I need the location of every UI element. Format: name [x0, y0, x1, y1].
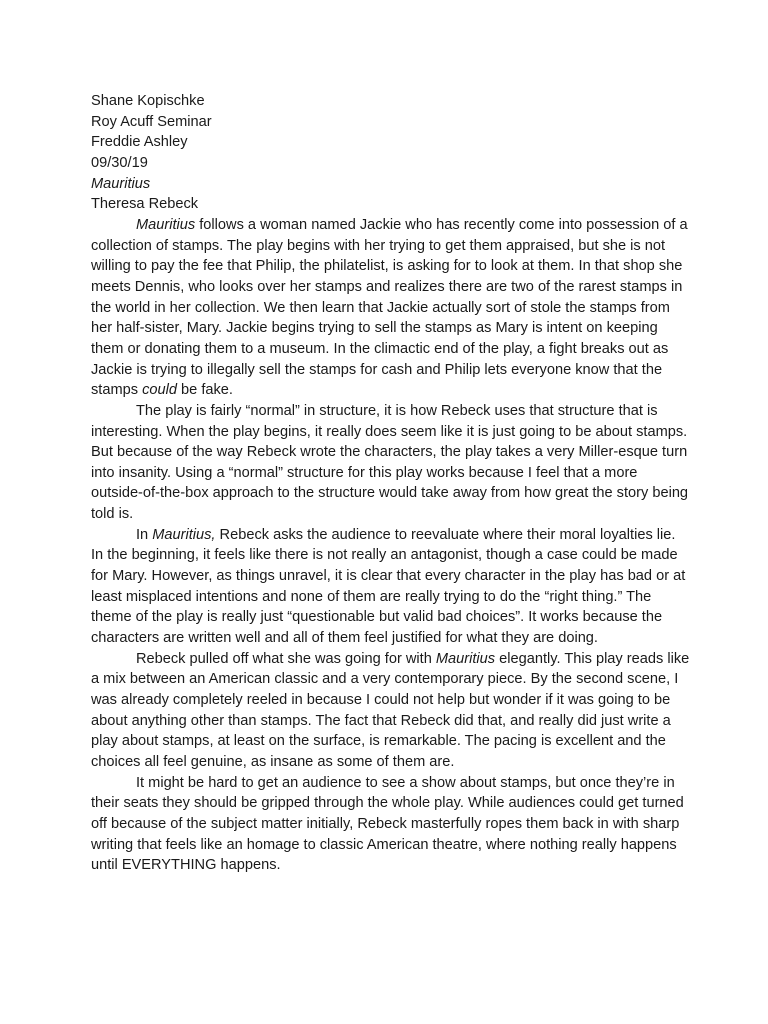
paragraph-2 — [91, 401, 691, 525]
emphasis-could: could — [142, 382, 177, 399]
instructor-name: Freddie Ashley — [91, 134, 188, 151]
playwright-name: Theresa Rebeck — [91, 196, 199, 213]
document-page — [91, 91, 691, 876]
author-name: Shane Kopischke — [91, 93, 205, 109]
play-title-inline: Mauritius — [136, 216, 196, 233]
course-name: Roy Acuff Seminar — [91, 113, 212, 130]
paragraph-2-text: The play is fairly “normal” in structure, it is how Rebeck uses that structure that is interesting. When the play begins, it really does seem like it is just going to be about stamps. But because of the way Rebeck wrote the characters, the play takes a very Miller-esque turn into insanity. Using a “normal” structure for this play works because I feel that a more outside-of-the-box approach to the structure would take away from how great the story being told is. — [91, 402, 689, 523]
paragraph-5 — [91, 773, 691, 876]
paragraph-4-pre: Rebeck pulled off what she was going for with — [136, 650, 436, 667]
paragraph-3 — [91, 525, 691, 649]
paragraph-4-text: elegantly. This play reads like a mix between an American classic and a very contemporary piece. By the second scene, I was already completely reeled in because I could not help but wonder if it was going to be about anything other than stamps. The fact that Rebeck did that, and really did just write a play about stamps, at least on the surface, is remarkable. The pacing is excellent and the choices all feel genuine, as insane as some of them are. — [91, 650, 690, 770]
paragraph-1 — [91, 215, 691, 401]
paragraph-4 — [91, 649, 691, 773]
date: 09/30/19 — [91, 154, 148, 171]
paragraph-1-text: follows a woman named Jackie who has recently come into possession of a collection of stamps. The play begins with her trying to get them appraised, but she is not willing to pay the fee that Philip, the philatelist, is asking for to look at them. In that shop she meets Dennis, who looks over her stamps and realizes there are two of the rarest stamps in the world in her collection. We then learn that Jackie actually sort of stole the stamps from her half-sister, Mary. Jackie begins trying to sell the stamps as Mary is intent on keeping them or donating them to a museum. In the climactic end of the play, a fight breaks out as Jackie is trying to illegally sell the stamps for cash and Philip lets everyone know that the stamps — [91, 216, 688, 399]
paragraph-1-tail: be fake. — [176, 382, 233, 399]
play-title-inline: Mauritius, — [152, 526, 216, 543]
paragraph-3-pre: In — [136, 526, 153, 543]
play-title: Mauritius — [91, 175, 151, 192]
paragraph-3-text: Rebeck asks the audience to reevaluate where their moral loyalties lie. In the beginning, it feels like there is not really an antagonist, though a case could be made for Mary. However, as things unravel, it is clear that every character in the play has bad or at least misplaced intentions and none of them are really trying to do the “right thing.” The theme of the play is really just “questionable but valid bad choices”. It works because the characters are written well and all of them feel justified for what they are doing. — [91, 526, 686, 647]
paragraph-5-text: It might be hard to get an audience to see a show about stamps, but once they’re in their seats they should be gripped through the whole play. While audiences could get turned off because of the subject matter initially, Rebeck masterfully ropes them back in with sharp writing that feels like an homage to classic American theatre, where nothing really happens until EVERYTHING happens. — [91, 774, 684, 874]
play-title-inline: Mauritius — [435, 650, 496, 667]
